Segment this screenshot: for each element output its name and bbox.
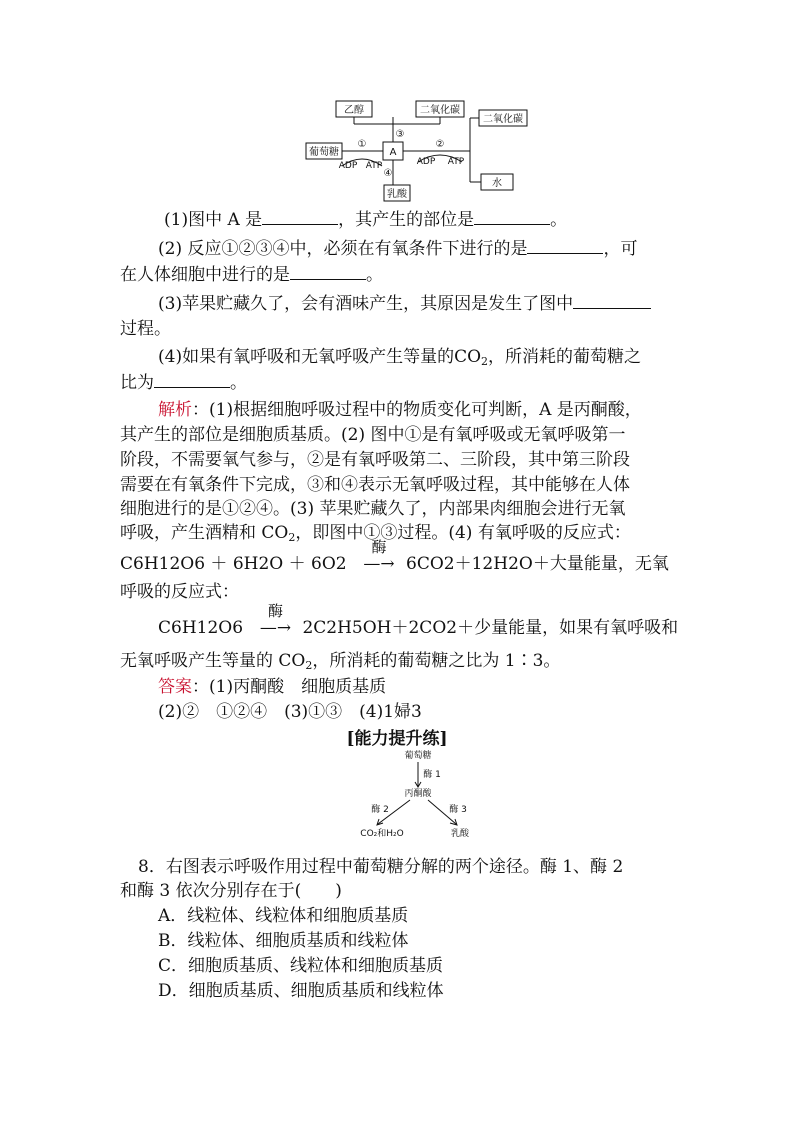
- analysis-line-3: [120, 449, 680, 471]
- question-1: [164, 208, 724, 231]
- co2-h2o-node: CO₂和H₂O: [360, 829, 404, 839]
- atp-label-1: ATP: [365, 161, 383, 171]
- answer-label: 答案: [158, 677, 192, 697]
- glucose-breakdown-diagram: [348, 748, 488, 842]
- question-4-line-2: [120, 371, 680, 394]
- answer-blank: [154, 371, 230, 388]
- equation-reactants: C6H12O6: [158, 618, 244, 638]
- enzyme-arrow: 酶 —→: [248, 617, 302, 639]
- analysis-text: ，即图中①③过程。(4) 有氧呼吸的反应式：: [295, 523, 631, 543]
- q4-line2-text: 比为: [120, 373, 154, 393]
- option-a[interactable]: [158, 905, 718, 927]
- enzyme-2-label: 酶 2: [371, 805, 389, 815]
- q4-line2-end: 。: [230, 373, 247, 393]
- pyruvate-node: 丙酮酸: [404, 789, 432, 799]
- adp-label-1: ADP: [338, 161, 358, 171]
- glucose-label: 葡萄糖: [309, 147, 339, 158]
- q3-text: (3)苹果贮藏久了，会有酒味产生，其原因是发生了图中: [158, 294, 574, 314]
- option-b-text: B．线粒体、细胞质基质和线粒体: [158, 931, 409, 951]
- q2-line2-end: 。: [366, 265, 383, 285]
- step-2-marker: ②: [435, 139, 445, 150]
- question-2: [158, 237, 718, 260]
- co2-top-label: 二氧化碳: [420, 105, 460, 116]
- option-a-text: A．线粒体、线粒体和细胞质基质: [158, 906, 409, 926]
- analysis-text: 呼吸的反应式：: [120, 582, 239, 602]
- answer-blank: [262, 208, 338, 225]
- q4-text: (4)如果有氧呼吸和无氧呼吸产生等量的CO: [158, 347, 482, 367]
- q1-text: (1)图中 A 是: [164, 210, 263, 230]
- analysis-text: 其产生的部位是细胞质基质。(2) 图中①是有氧呼吸或无氧呼吸第一: [120, 425, 626, 445]
- q8-text: 8．右图表示呼吸作用过程中葡萄糖分解的两个途径。酶 1、酶 2: [138, 857, 624, 877]
- q8-text: 和酶 3 依次分别存在于( ): [120, 881, 342, 901]
- question-8-line-1: [138, 856, 698, 878]
- question-3-line-2: [120, 318, 680, 340]
- analysis-line-1: [158, 399, 718, 421]
- analysis-line-10: [120, 650, 680, 672]
- equation-products: 6CO2＋12H2O＋大量能量，无氧: [406, 554, 669, 574]
- analysis-text: 需要在有氧条件下完成，③和④表示无氧呼吸过程，其中能够在人体: [120, 475, 630, 495]
- q1-text-3: 。: [550, 210, 568, 230]
- option-c[interactable]: [158, 955, 718, 977]
- co2-right-label: 二氧化碳: [483, 114, 523, 125]
- enzyme-label: 酶: [371, 538, 387, 556]
- answer-line-1: [158, 676, 718, 698]
- enzyme-3-label: 酶 3: [449, 805, 467, 815]
- step-3-marker: ③: [395, 129, 405, 140]
- analysis-text: ：(1)根据细胞呼吸过程中的物质变化可判断，A 是丙酮酸，: [192, 400, 642, 420]
- section-title: [能力提升练]: [346, 729, 448, 749]
- analysis-text: 呼吸，产生酒精和 CO: [120, 523, 289, 543]
- q2-line2-text: 在人体细胞中进行的是: [120, 265, 290, 285]
- answer-blank: [573, 292, 651, 309]
- lactic-acid-node: 乳酸: [450, 829, 470, 839]
- option-d-text: D．细胞质基质、细胞质基质和线粒体: [158, 981, 444, 1001]
- subscript: 2: [288, 531, 296, 544]
- analysis-text: 细胞进行的是①②④。(3) 苹果贮藏久了，内部果肉细胞会进行无氧: [120, 499, 626, 519]
- equation-products: 2C2H5OH＋2CO2＋少量能量，如果有氧呼吸和: [302, 618, 679, 638]
- analysis-text: ，所消耗的葡萄糖之比为 1∶3。: [312, 651, 561, 671]
- lactic-label: 乳酸: [387, 189, 407, 200]
- option-b[interactable]: [158, 930, 718, 952]
- analysis-line-4: [120, 474, 680, 496]
- answer-text: (2)② ①②④ (3)①③ (4)1婦3: [158, 702, 422, 722]
- adp-label-2: ADP: [416, 157, 436, 167]
- answer-blank: [290, 263, 366, 280]
- analysis-line-8: [120, 581, 680, 603]
- respiration-pathway-diagram: [300, 96, 540, 204]
- subscript: 2: [305, 659, 313, 672]
- analysis-text: 无氧呼吸产生等量的 CO: [120, 651, 306, 671]
- q4-text-2: ，所消耗的葡萄糖之: [488, 347, 642, 367]
- question-2-line-2: [120, 263, 680, 286]
- enzyme-label: 酶: [267, 602, 283, 620]
- step-1-marker: ①: [357, 139, 367, 150]
- analysis-line-5: [120, 498, 680, 520]
- answer-text: ：(1)丙酮酸 细胞质基质: [192, 677, 387, 697]
- ethanol-label: 乙醇: [344, 105, 364, 116]
- option-d[interactable]: [158, 980, 718, 1002]
- answer-blank: [474, 208, 550, 225]
- water-label: 水: [492, 178, 502, 189]
- analysis-line-2: [120, 424, 680, 446]
- enzyme-arrow: 酶 —→: [352, 553, 406, 575]
- q3-line2-text: 过程。: [120, 319, 171, 339]
- q2-text: (2) 反应①②③④中，必须在有氧条件下进行的是: [158, 239, 528, 259]
- enzyme-1-label: 酶 1: [423, 770, 441, 780]
- equation-reactants: C6H12O6 ＋ 6H2O ＋ 6O2: [120, 554, 347, 574]
- q1-text-2: ，其产生的部位是: [338, 210, 475, 230]
- option-c-text: C．细胞质基质、线粒体和细胞质基质: [158, 956, 444, 976]
- subscript: 2: [481, 355, 489, 368]
- glucose-node: 葡萄糖: [404, 751, 432, 761]
- question-3: [158, 292, 718, 315]
- analysis-label: 解析: [158, 400, 192, 420]
- node-a-label: A: [389, 147, 397, 158]
- step-4-marker: ④: [383, 168, 393, 179]
- question-4: [158, 346, 718, 368]
- analysis-text: 阶段，不需要氧气参与，②是有氧呼吸第二、三阶段，其中第三阶段: [120, 450, 630, 470]
- answer-line-2: [158, 701, 718, 723]
- q2-text-2: ，可: [603, 239, 638, 259]
- answer-blank: [527, 237, 603, 254]
- aerobic-equation: [120, 538, 680, 575]
- atp-label-2: ATP: [447, 157, 465, 167]
- anaerobic-equation: [158, 602, 718, 639]
- question-8-line-2: [120, 880, 680, 902]
